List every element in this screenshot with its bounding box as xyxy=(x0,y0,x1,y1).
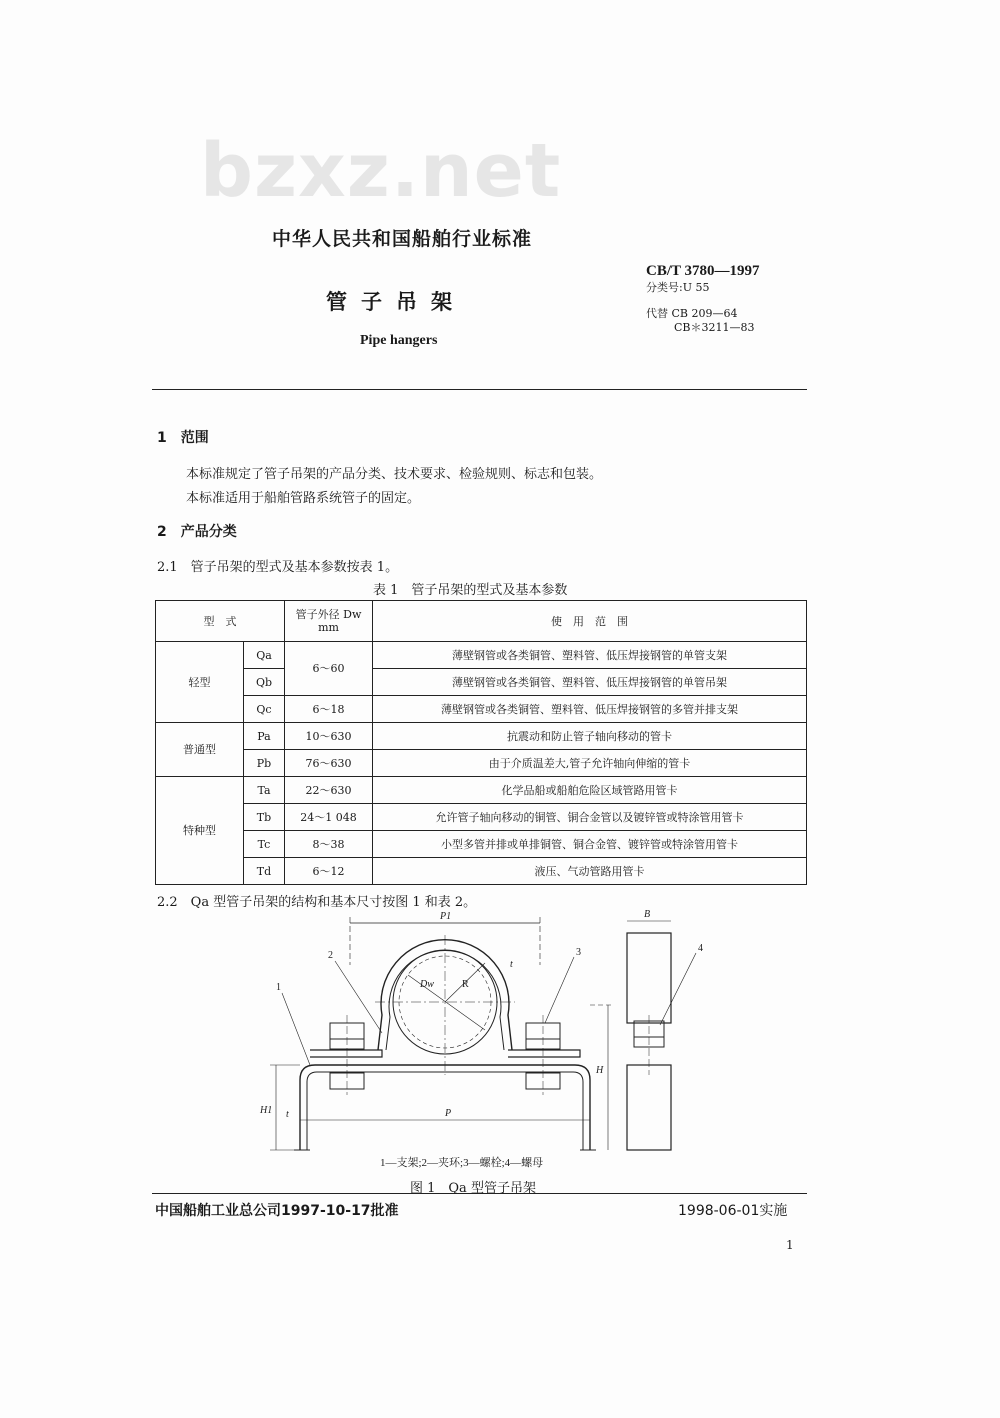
standard-title: 中华人民共和国船舶行业标准 xyxy=(272,228,533,250)
approval-line: 中国船舶工业总公司1997-10-17批准 xyxy=(155,1203,399,1219)
type-code: Pb xyxy=(244,750,285,777)
type-code: Qb xyxy=(244,669,285,696)
group-normal: 普通型 xyxy=(156,723,244,777)
use-range: 薄壁钢管或各类铜管、塑料管、低压焊接钢管的单管吊架 xyxy=(373,669,807,696)
table-row xyxy=(156,723,807,750)
diameter: 6～18 xyxy=(285,696,373,723)
label-h: H xyxy=(596,1065,604,1076)
standard-code-text: CB/T 3780—1997 xyxy=(646,263,760,279)
type-code: Ta xyxy=(244,777,285,804)
diameter: 8～38 xyxy=(285,831,373,858)
section-1-paragraph-2: 本标准适用于船舶管路系统管子的固定。 xyxy=(186,491,421,506)
table-row xyxy=(156,669,807,696)
table-row xyxy=(156,696,807,723)
use-range: 小型多管并排或单排铜管、铜合金管、镀锌管或特涂管用管卡 xyxy=(373,831,807,858)
use-range: 薄壁钢管或各类铜管、塑料管、低压焊接钢管的单管支架 xyxy=(373,642,807,669)
table-row xyxy=(156,750,807,777)
leader-1 xyxy=(282,993,310,1065)
leader-3 xyxy=(545,957,574,1023)
type-code: Qa xyxy=(244,642,285,669)
label-dw: Dw xyxy=(420,979,434,990)
group-special: 特种型 xyxy=(156,777,244,885)
diameter: 6～12 xyxy=(285,858,373,885)
label-b: B xyxy=(644,909,651,920)
label-h1: H1 xyxy=(260,1105,273,1116)
section-1-paragraph-1: 本标准规定了管子吊架的产品分类、技术要求、检验规则、标志和包装。 xyxy=(186,467,603,482)
label-t-bottom: t xyxy=(286,1109,289,1120)
effective-date: 1998-06-01实施 xyxy=(678,1203,788,1219)
use-range: 薄壁钢管或各类铜管、塑料管、低压焊接钢管的多管并排支架 xyxy=(373,696,807,723)
table-header-row xyxy=(156,601,807,642)
type-code: Tb xyxy=(244,804,285,831)
header-diameter-unit: mm xyxy=(318,621,339,634)
type-code: Td xyxy=(244,858,285,885)
section-2-1: 2.1 管子吊架的型式及基本参数按表 1。 xyxy=(157,560,399,575)
table-row xyxy=(156,831,807,858)
callout-1: 1 xyxy=(276,982,281,993)
flange-right xyxy=(508,1050,580,1057)
table-caption: 表 1 管子吊架的型式及基本参数 xyxy=(373,583,568,598)
page-number: 1 xyxy=(786,1238,794,1252)
header-diameter xyxy=(285,601,373,642)
section-2-2: 2.2 Qa 型管子吊架的结构和基本尺寸按图 1 和表 2。 xyxy=(157,895,477,910)
section-1-heading: 1 范围 xyxy=(157,430,209,446)
clamp-ring-inner xyxy=(386,950,504,1050)
label-t-top: t xyxy=(510,959,513,970)
standard-code xyxy=(646,261,760,280)
header-rule xyxy=(152,389,807,390)
diameter: 22～630 xyxy=(285,777,373,804)
flange-left xyxy=(310,1050,382,1057)
table-row xyxy=(156,858,807,885)
type-code: Pa xyxy=(244,723,285,750)
leader-2 xyxy=(335,961,382,1033)
group-light: 轻型 xyxy=(156,642,244,723)
label-p: P xyxy=(445,1108,452,1119)
figure-legend: 1—支架;2—夹环;3—螺栓;4—螺母 xyxy=(380,1157,544,1169)
diameter: 6～60 xyxy=(285,642,373,696)
use-range: 由于介质温差大,管子允许轴向伸缩的管卡 xyxy=(373,750,807,777)
class-number: 分类号:U 55 xyxy=(646,281,710,294)
leader-4 xyxy=(660,953,696,1025)
callout-2: 2 xyxy=(328,950,333,961)
use-range: 液压、气动管路用管卡 xyxy=(373,858,807,885)
document-title: 管子吊架 xyxy=(326,290,466,314)
type-code: Tc xyxy=(244,831,285,858)
table-row xyxy=(156,642,807,669)
table-row xyxy=(156,777,807,804)
use-range: 化学品船或船舶危险区域管路用管卡 xyxy=(373,777,807,804)
callout-3: 3 xyxy=(576,947,581,958)
header-type: 型 式 xyxy=(156,601,285,642)
footer-rule xyxy=(152,1193,807,1194)
replaces-2: CB＊3211—83 xyxy=(674,321,755,334)
figure-caption: 图 1 Qa 型管子吊架 xyxy=(410,1181,536,1196)
figure-1-drawing xyxy=(150,905,710,1170)
label-r: R xyxy=(462,979,469,990)
use-range: 抗震动和防止管子轴向移动的管卡 xyxy=(373,723,807,750)
table-row xyxy=(156,804,807,831)
document-title-en: Pipe hangers xyxy=(360,333,438,348)
parameter-table xyxy=(155,600,807,885)
label-p1: P1 xyxy=(440,911,452,922)
diameter: 10～630 xyxy=(285,723,373,750)
diameter: 76～630 xyxy=(285,750,373,777)
use-range: 允许管子轴向移动的铜管、铜合金管以及镀锌管或特涂管用管卡 xyxy=(373,804,807,831)
watermark: bzxz.net xyxy=(200,128,562,214)
replaces-1: 代替 CB 209—64 xyxy=(646,307,738,320)
callout-4: 4 xyxy=(698,943,703,954)
side-view-bracket xyxy=(627,1065,671,1150)
header-use: 使 用 范 围 xyxy=(373,601,807,642)
section-2-heading: 2 产品分类 xyxy=(157,524,237,540)
type-code: Qc xyxy=(244,696,285,723)
side-view-ring xyxy=(627,933,671,1023)
header-diameter-line1: 管子外径 Dw xyxy=(295,608,362,621)
diameter: 24～1 048 xyxy=(285,804,373,831)
